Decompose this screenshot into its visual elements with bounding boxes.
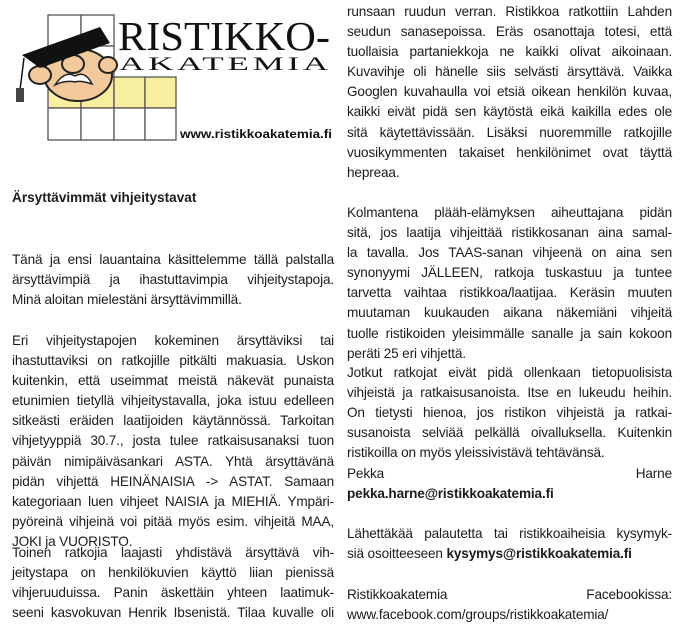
- text-line: peräti 25 eri vihjettä.: [347, 345, 466, 361]
- logo-title-line1: RISTIKKO-: [118, 13, 330, 59]
- text-line: vihjeistä ja ratkaisusanoista. Itse en lukeudu heihin.: [347, 385, 672, 401]
- author-email-link[interactable]: pekka.harne@ristikkoakatemia.fi: [347, 486, 554, 502]
- text-line: sitkeästi eräiden laatijoiden käytännössä. Tarkoitan: [12, 413, 334, 429]
- paragraph: [347, 585, 672, 625]
- text-line: sitä käytettävissään. Lisäksi nuoremmille ratkojille: [347, 124, 672, 140]
- text-line: Jotkut ratkojat eivät pidä ollenkaan tietopuolisista: [347, 365, 672, 380]
- text-line: ärsyttävimpiä ja ihastuttavimpia vihjeitystapoja.: [12, 272, 334, 288]
- text-line: Eri vihjeitystapojen kokeminen ärsyttäviksi tai: [12, 333, 334, 348]
- text-line: muutaman kuukauden aikana näkemiäni vihjeitä: [347, 305, 672, 321]
- ristikkoakatemia-logo: [0, 0, 340, 150]
- text-line: [347, 605, 672, 625]
- logo-title-line2: AKATEMIA: [119, 54, 332, 75]
- text-line: vihjetyyppiä 30.7., josta tulee ratkaisusanaksi tuon: [12, 433, 334, 449]
- paragraph: [12, 331, 334, 552]
- text-line: tarvetta vaihtaa ristikkoa/laatijaa. Keräsin muuten: [347, 285, 672, 301]
- text-line: susanoista selviää pelkällä oivalluksella. Kuitenkin: [347, 425, 672, 441]
- text-line: tuolle ristikoiden yleisimmälle sanalle ja sain kokoon: [347, 325, 672, 341]
- text-line: runsaan ruudun verran. Ristikkoa ratkottiin Lahden: [347, 4, 672, 19]
- text-line: On tietysti hienoa, jos ristikon vihjeistä ja ratkai-: [347, 405, 672, 421]
- text-line: [347, 544, 672, 564]
- text-line: Pekka Harne: [347, 466, 672, 481]
- paragraph: [347, 524, 672, 564]
- text-line: hepreaa.: [347, 164, 400, 180]
- text-line: Minä aloitan mielestäni ärsyttävimmillä.: [12, 292, 242, 308]
- text-line: pidän vihjettä HEINÄNAISIA -> ASTAT. Samaan: [12, 473, 334, 489]
- text-line: päivän nimipäiväsankari ASTA. Yhtä ärsyttävänä: [12, 453, 334, 469]
- text-line: seeni kasvokuvan Henrik Ibsenistä. Tilaa kuvalle oli: [12, 605, 334, 621]
- text-line: vihjeruuduissa. Panin äskettäin yhteen laatimuk-: [12, 585, 334, 601]
- article-heading: Ärsyttävimmät vihjeitystavat: [12, 190, 197, 205]
- text-line: tuollaisia partaniekkoja ne kaikki olivat aikoinaan.: [347, 44, 672, 60]
- text-line: JOKI ja VUORISTO.: [12, 533, 133, 549]
- text-line: etunimien tietyllä vihjeitystavalla, joka istuu edelleen: [12, 393, 334, 409]
- text-line: pyöreinä vihjeinä voi pitää myös esim. vihjeitä MAA,: [12, 513, 334, 529]
- text-line: [347, 484, 672, 504]
- logo-url: www.ristikkoakatemia.fi: [178, 127, 332, 141]
- text-line: kategoriaan luen vihjeet NAISIA ja MIEHIÄ. Ympäri-: [12, 493, 334, 509]
- text-line: vuosikymmenten takaiset henkilönimet ovat täyttä: [347, 144, 672, 160]
- text-line: Toinen ratkojia laajasti yhdistävä ärsyttävä vih-: [12, 545, 334, 560]
- text-line: Googlen kuvahaulla voi etsiä oikean henkilön kuvaa,: [347, 84, 672, 100]
- paragraph: [347, 464, 672, 504]
- paragraph: [347, 363, 672, 463]
- text-span: siä osoitteeseen: [347, 546, 447, 562]
- text-line: ihastuttaviksi on ratkojille pitkälti makuasia. Uskon: [12, 353, 334, 369]
- feedback-email-link[interactable]: kysymys@ristikkoakatemia.fi: [446, 546, 632, 562]
- paragraph: [12, 250, 334, 310]
- text-line: ristikoilla on myös yleissivistävä tehtävänsä.: [347, 445, 605, 461]
- text-line: synonyymi JÄLLEEN, ratkoja tuskastuu ja tuntee: [347, 265, 672, 281]
- facebook-link[interactable]: www.facebook.com/groups/ristikkoakatemia/: [347, 607, 609, 623]
- text-line: Kolmantena plääh-elämyksen aiheuttajana pidän: [347, 205, 672, 220]
- text-line: jeitystapa on henkilökuvien käyttö liian pienissä: [12, 565, 334, 581]
- text-line: sitä, jos laatija vihjeittää ristikkosanan aina samal-: [347, 225, 672, 241]
- text-line: Tänä ja ensi lauantaina käsittelemme tällä palstalla: [12, 252, 334, 267]
- text-line: la tavalla. Jos TAAS-sanan vihjeenä on aina sen: [347, 245, 672, 261]
- text-line: Ristikkoakatemia Facebookissa:: [347, 587, 672, 602]
- text-line: kaikki eivät pidä sen käytöstä eikä kaikilla edes ole: [347, 104, 672, 120]
- paragraph: [347, 2, 672, 183]
- text-line: kuitenkin, että useimmat meistä näkevät punaista: [12, 373, 334, 389]
- text-line: Kuvavihje oli hänelle siis selvästi ärsyttävä. Vaikka: [347, 64, 672, 80]
- text-line: seudun sanasepoissa. Eräs osanottaja totesi, että: [347, 24, 672, 40]
- text-line: Lähettäkää palautetta tai ristikkoaiheisia kysymyk-: [347, 526, 672, 541]
- paragraph: [347, 203, 672, 364]
- paragraph: [12, 543, 334, 623]
